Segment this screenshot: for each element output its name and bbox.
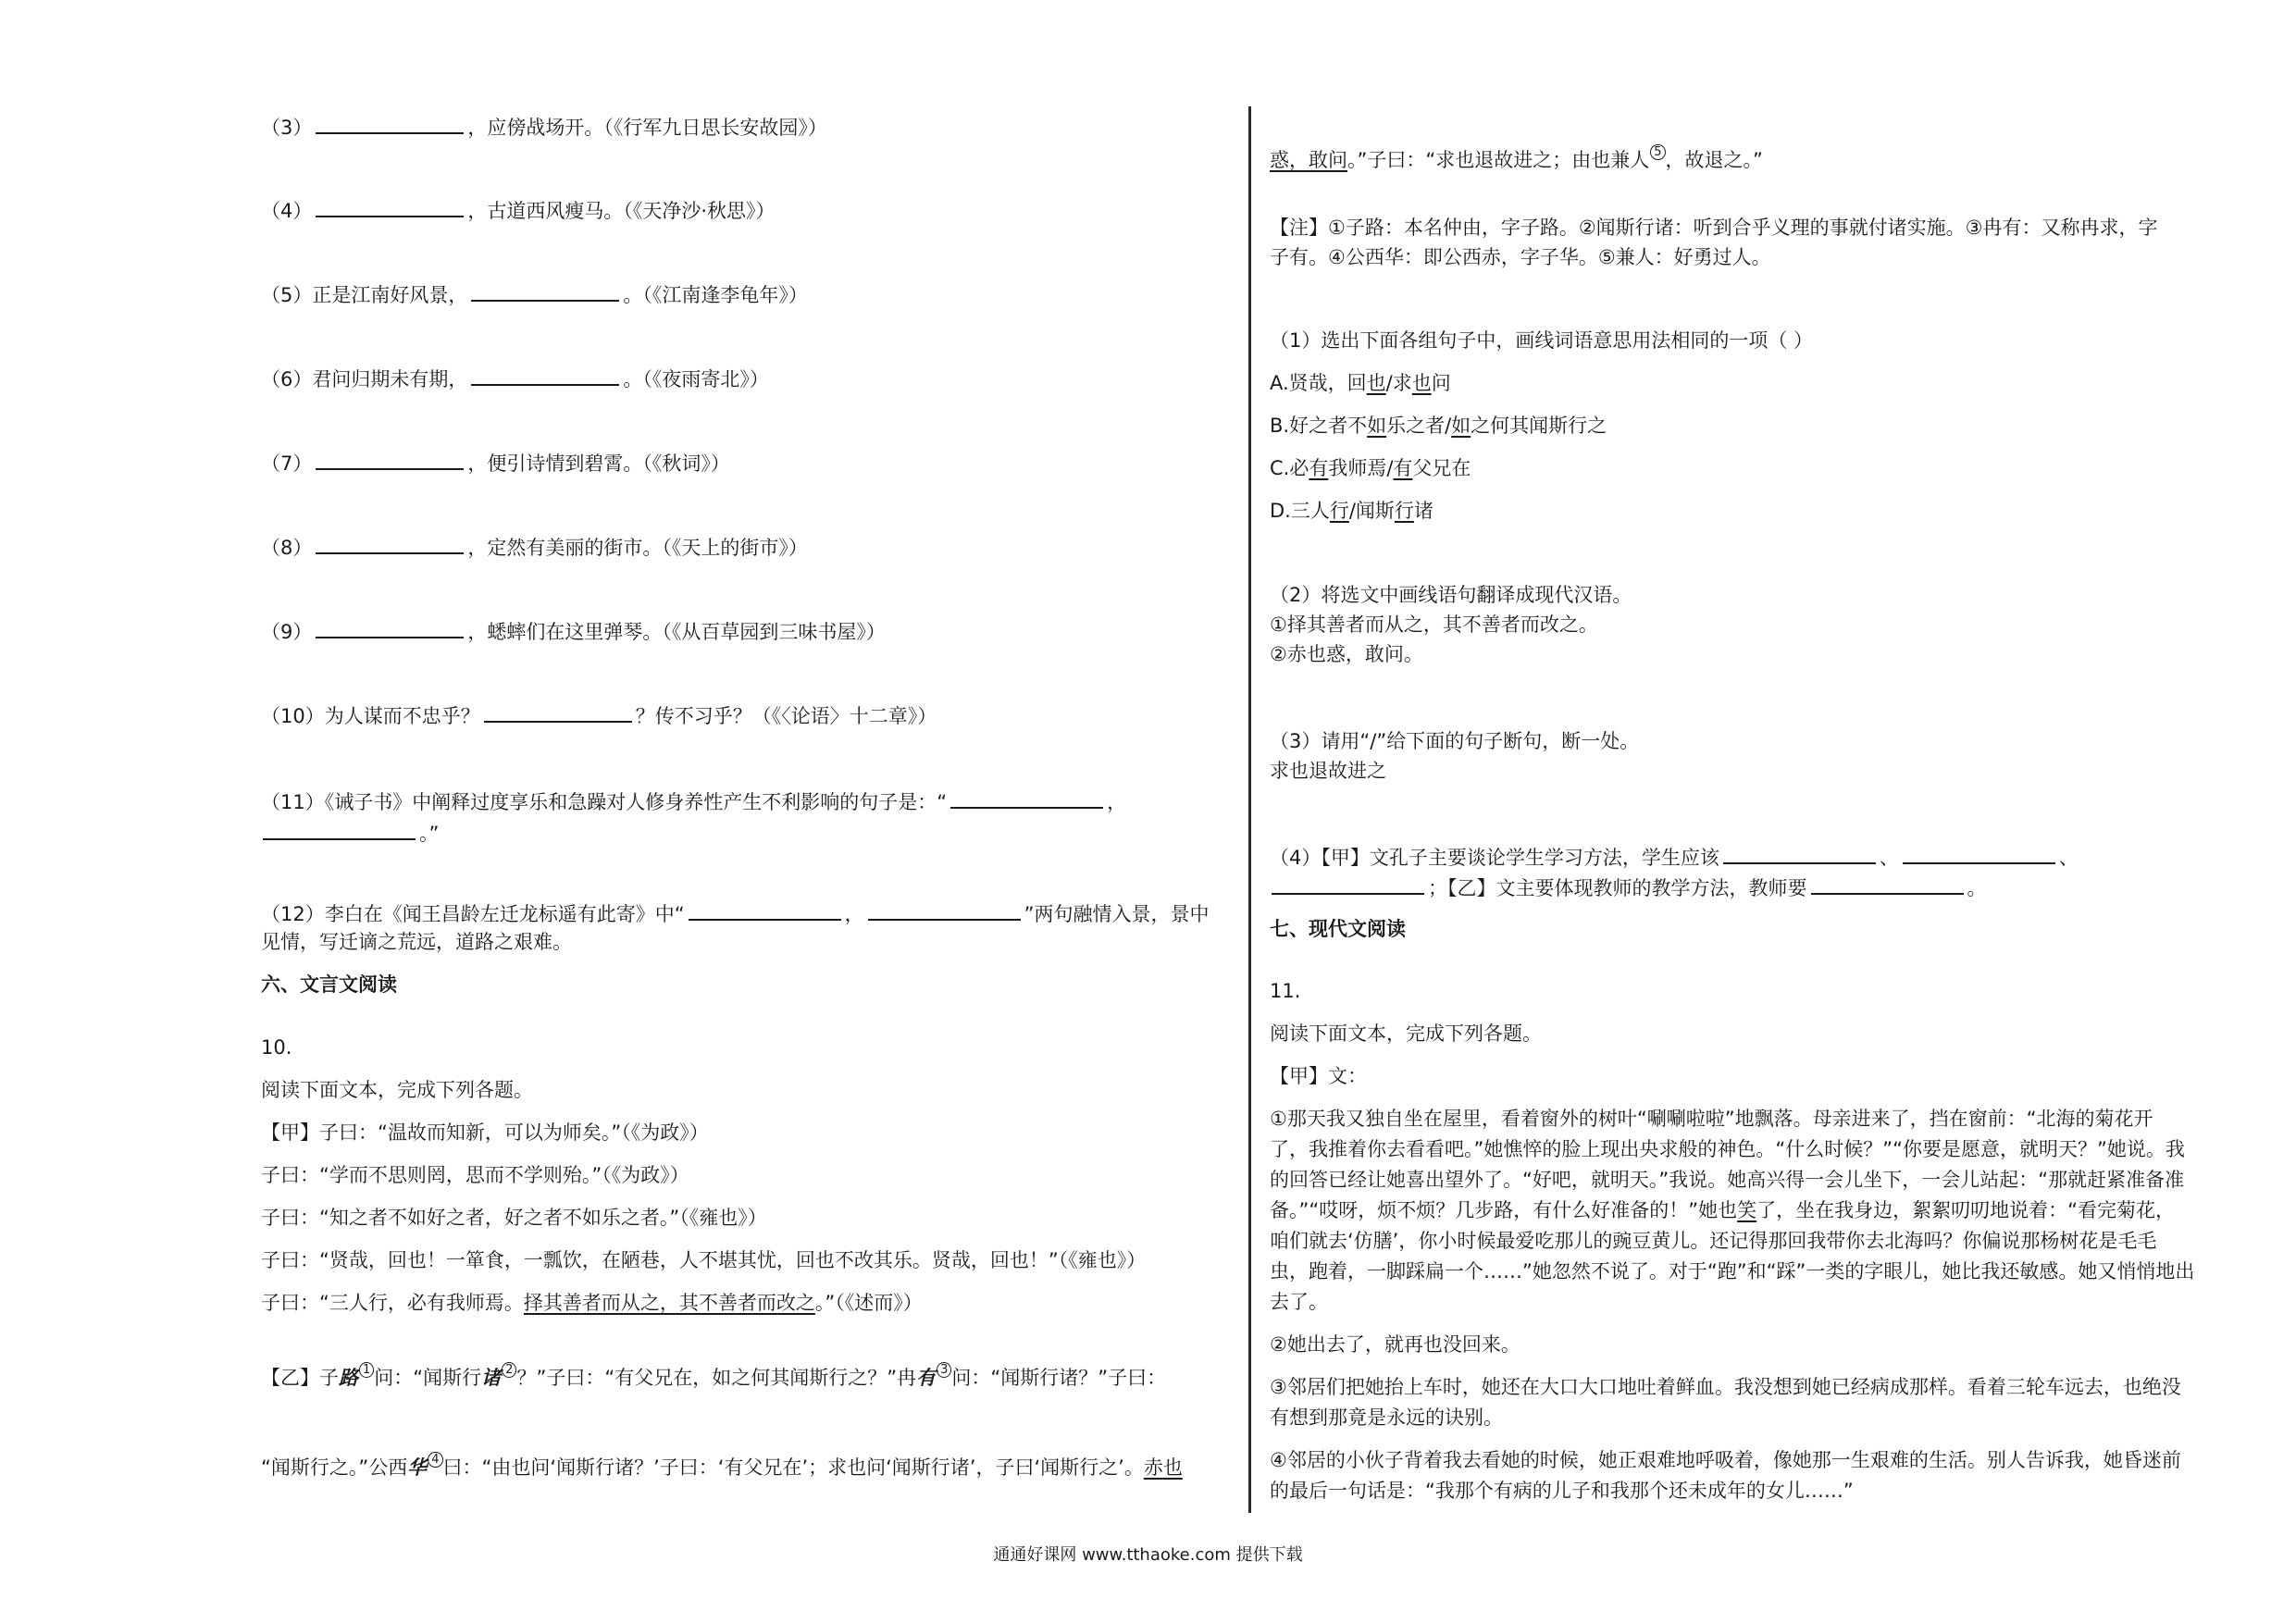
answer-blank[interactable] (1811, 873, 1964, 895)
paragraph-line: 备。”“哎呀，烦不烦？几步路，有什么好准备的！”她也笑了，坐在我身边，絮絮叨叨地说着：“看完菊花， (1270, 1199, 2176, 1221)
passage-line: 子曰：“知之者不如好之者，好之者不如乐之者。”（《雍也》） (261, 1207, 767, 1229)
passage-label: 【甲】文： (1270, 1065, 1367, 1087)
sentence-to-punctuate: 求也退故进之 (1270, 760, 1386, 782)
passage-line: “闻斯行之。”公西华 $^4$ 曰：“由也问‘闻斯行诸？’子曰：‘有父兄在’；求也问‘闻斯行诸’，子曰‘闻斯行之’。赤也 (261, 1453, 1183, 1479)
question-prompt: （1）选出下面各组句子中，画线词语意思用法相同的一项（ ） (1270, 329, 1814, 352)
answer-blank[interactable] (316, 616, 464, 638)
answer-blank[interactable] (316, 112, 464, 134)
answer-blank[interactable] (471, 364, 619, 386)
footnote-mark: 1 (359, 1362, 374, 1378)
paragraph-line: 的回答已经让她喜出望外了。“好吧，就明天。”我说。她高兴得一会儿坐下，一会儿站起：“那就赶紧准备准 (1270, 1169, 2185, 1191)
question-9: （9） ，蟋蟀们在这里弹琴。（《从百草园到三味书屋》） (261, 616, 886, 645)
underlined-sentence: 惑，敢问 (1270, 149, 1347, 171)
answer-blank[interactable] (1723, 842, 1876, 864)
answer-blank[interactable] (471, 279, 619, 302)
paragraph-line: 的最后一句话是：“我那个有病的儿子和我那个还未成年的女儿……” (1270, 1480, 1854, 1502)
question-8: （8） ，定然有美丽的街市。（《天上的街市》） (261, 532, 808, 561)
question-4-line1: （4）【甲】文孔子主要谈论学生学习方法，学生应该 、 、 (1270, 842, 2079, 871)
answer-blank[interactable] (316, 448, 464, 470)
question-prompt: （2）将选文中画线语句翻译成现代汉语。 (1270, 584, 1632, 606)
question-10: （10）为人谋而不忠乎？ ？传不习乎？（《〈论语〉十二章》） (261, 700, 937, 729)
translate-item: ②赤也惑，敢问。 (1270, 643, 1423, 665)
question-11-line1: （11）《诫子书》中阐释过度享乐和急躁对人修身养性产生不利影响的句子是：“ ， (261, 787, 1126, 815)
option-c[interactable]: C.必有我师焉/有父兄在 (1270, 457, 1471, 479)
paragraph-line: 去了。 (1270, 1291, 1328, 1313)
instruction-text: 阅读下面文本，完成下列各题。 (261, 1079, 533, 1101)
section-heading: 六、文言文阅读 (261, 973, 397, 996)
section-heading: 七、现代文阅读 (1270, 918, 1406, 940)
answer-blank[interactable] (316, 532, 464, 554)
note-line: 子有。④公西华：即公西赤，字子华。⑤兼人：好勇过人。 (1270, 246, 1771, 268)
paragraph-line: ④邻居的小伙子背着我去看她的时候，她正艰难地呼吸着，像她那一生艰难的生活。别人告诉我，她昏迷前 (1270, 1449, 2181, 1471)
translate-item: ①择其善者而从之，其不善者而改之。 (1270, 613, 1598, 636)
question-3: （3） ，应傍战场开。（《行军九日思长安故园》） (261, 112, 827, 141)
answer-blank[interactable] (689, 898, 841, 921)
paragraph-line: 虫，跑着，一脚踩扁一个……”她忽然不说了。对于“跑”和“踩”一类的字眼儿，她比我还敏感。她又悄悄地出 (1270, 1260, 2195, 1282)
paragraph-line: ③邻居们把她抬上车时，她还在大口大口地吐着鲜血。我没想到她已经病成那样。看着三轮车远去，也绝没 (1270, 1376, 2181, 1398)
question-6: （6）君问归期未有期， 。（《夜雨寄北》） (261, 364, 769, 392)
option-d[interactable]: D.三人行/闻斯行诸 (1270, 500, 1433, 522)
answer-blank[interactable] (484, 700, 632, 723)
passage-line: 【甲】子曰：“温故而知新，可以为师矣。”（《为政》） (261, 1121, 709, 1144)
option-b[interactable]: B.好之者不如乐之者/如之何其闻斯行之 (1270, 415, 1607, 437)
passage-line: 子曰：“学而不思则罔，思而不学则殆。”（《为政》） (261, 1164, 689, 1186)
instruction-text: 阅读下面文本，完成下列各题。 (1270, 1022, 1542, 1045)
question-12-line1: （12）李白在《闻王昌龄左迁龙标遥有此寄》中“ ， ”两句融情入景，景中 (261, 898, 1210, 927)
paragraph-line: 有想到那竟是永远的诀别。 (1270, 1406, 1503, 1429)
paragraph-line: ②她出去了，就再也没回来。 (1270, 1333, 1520, 1356)
question-12-line2: 见情，写迁谪之荒远，道路之艰难。 (261, 931, 572, 953)
passage-line: 子曰：“三人行，必有我师焉。择其善者而从之，其不善者而改之。”（《述而》） (261, 1292, 923, 1314)
answer-blank[interactable] (868, 898, 1021, 921)
paragraph-line: 了，我推着你去看看吧。”她憔悴的脸上现出央求般的神色。“什么时候？”“你要是愿意，就明天？”她说。我 (1270, 1138, 2185, 1160)
passage-line: 惑，敢问。”子曰：“求也退故进之；由也兼人 $^5$ ，故退之。” (1270, 145, 1763, 171)
answer-blank[interactable] (263, 818, 416, 840)
underlined-sentence: 择其善者而从之，其不善者而改之 (523, 1292, 815, 1314)
underlined-sentence: 赤也 (1143, 1456, 1183, 1479)
answer-blank[interactable] (1272, 873, 1424, 895)
footnote-mark: 5 (1650, 144, 1665, 160)
footnote-mark: 3 (937, 1362, 951, 1378)
column-divider (1248, 106, 1251, 1513)
question-prompt: （3）请用“/”给下面的句子断句，断一处。 (1270, 730, 1640, 752)
footnote-mark: 4 (428, 1452, 442, 1468)
answer-blank[interactable] (950, 787, 1103, 809)
paragraph-line: 咱们就去‘仿膳’，你小时候最爱吃那儿的豌豆黄儿。还记得那回我带你去北海吗？你偏说那杨树花是毛毛 (1270, 1230, 2157, 1252)
passage-line: 【乙】子路 $^1$ 问：“闻斯行诸 $^2$ ？”子曰：“有父兄在，如之何其闻斯行之？”冉有 $^3$ 问：“闻斯行诸？”子曰： (261, 1363, 1167, 1389)
passage-line: 子曰：“贤哉，回也！一箪食，一瓢饮，在陋巷，人不堪其忧，回也不改其乐。贤哉，回也！”（《雍也》） (261, 1249, 1147, 1271)
question-number: 10. (261, 1036, 292, 1059)
answer-blank[interactable] (1903, 842, 2055, 864)
option-a[interactable]: A.贤哉，回也/求也问 (1270, 372, 1451, 394)
answer-blank[interactable] (316, 195, 464, 217)
note-line: 【注】①子路：本名仲由，字子路。②闻斯行诸：听到合乎义理的事就付诸实施。③冉有：又称冉求，字 (1270, 217, 2158, 239)
question-number: 11. (1270, 980, 1301, 1002)
question-7: （7） ，便引诗情到碧霄。（《秋词》） (261, 448, 730, 477)
question-11-line2: 。” (261, 818, 439, 847)
page-footer: 通通好课网 www.tthaoke.com 提供下载 (993, 1545, 1303, 1565)
question-4: （4） ，古道西风瘦马。（《天净沙·秋思》） (261, 195, 776, 224)
question-4-line2: ；【乙】文主要体现教师的教学方法，教师要 。 (1270, 873, 1987, 901)
footnote-mark: 2 (502, 1362, 516, 1378)
paragraph-line: ①那天我又独自坐在屋里，看着窗外的树叶“唰唰啦啦”地飘落。母亲进来了，挡在窗前：“北海的菊花开 (1270, 1108, 2153, 1130)
question-5: （5）正是江南好风景， 。（《江南逢李龟年》） (261, 279, 808, 308)
